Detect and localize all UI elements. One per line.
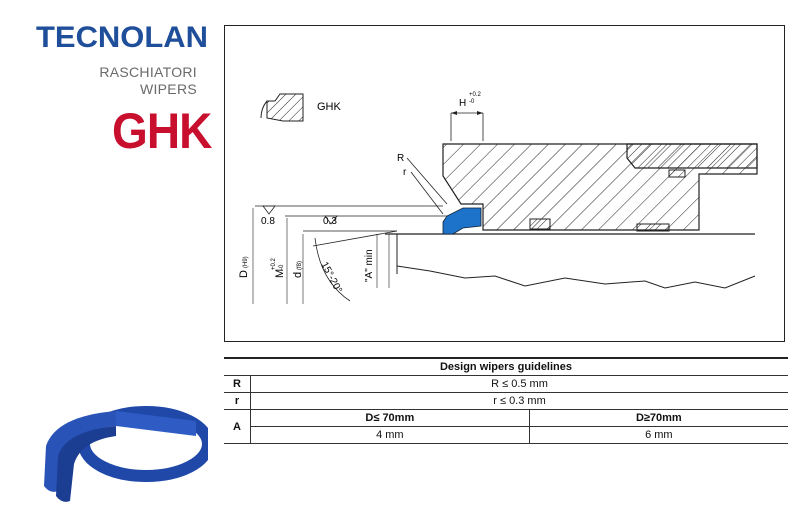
- row-label-R: R: [224, 376, 251, 393]
- brand-name: TECNOLAN: [36, 21, 208, 54]
- table-row: [224, 376, 788, 393]
- row-value-r: r ≤ 0.3 mm: [251, 393, 789, 410]
- svg-text:(f8): (f8): [297, 261, 303, 270]
- design-guidelines-table: [224, 357, 788, 444]
- wiper-seal: [443, 208, 481, 234]
- row-label-r: r: [224, 393, 251, 410]
- svg-text:r: r: [403, 167, 407, 178]
- col1-header: D≤ 70mm: [251, 410, 530, 427]
- svg-text:+0.2: +0.2: [469, 92, 481, 98]
- svg-text:+0.2: +0.2: [271, 258, 277, 270]
- svg-text:(H9): (H9): [243, 256, 249, 268]
- svg-text:R: R: [397, 153, 405, 164]
- model-name: GHK: [112, 103, 212, 159]
- svg-text:0.3: 0.3: [323, 216, 337, 227]
- surface-finish-marks: [261, 206, 337, 227]
- table-row: [224, 393, 788, 410]
- col1-value: 4 mm: [251, 427, 530, 444]
- h-dimension: [451, 92, 483, 141]
- row-value-R: R ≤ 0.5 mm: [251, 376, 789, 393]
- radius-callouts: [397, 153, 447, 214]
- table-row: [224, 410, 788, 427]
- col2-value: 6 mm: [529, 427, 788, 444]
- col2-header: D≥70mm: [529, 410, 788, 427]
- category-label-it: RASCHIATORI: [99, 64, 197, 80]
- technical-drawing: [224, 25, 785, 342]
- tecnolan-logo: [36, 18, 208, 54]
- category-label-en: WIPERS: [139, 81, 197, 97]
- svg-text:"A" min: "A" min: [364, 249, 375, 282]
- svg-text:d: d: [292, 271, 304, 278]
- svg-text:H: H: [459, 98, 467, 109]
- svg-text:M: M: [274, 268, 286, 278]
- table-row: [224, 427, 788, 444]
- profile-label: GHK: [317, 101, 341, 113]
- svg-text:-0: -0: [279, 264, 285, 270]
- svg-text:15°-20°: 15°-20°: [318, 260, 344, 296]
- svg-text:-0: -0: [469, 99, 475, 105]
- profile-symbol: [261, 94, 303, 121]
- housing-body: [443, 144, 757, 231]
- svg-text:D: D: [238, 270, 250, 278]
- wiper-product-image: [36, 396, 208, 512]
- table-title: Design wipers guidelines: [224, 358, 788, 376]
- svg-text:0.8: 0.8: [261, 216, 275, 227]
- row-label-A: A: [224, 410, 251, 444]
- angle-and-a-dimension: [313, 231, 397, 301]
